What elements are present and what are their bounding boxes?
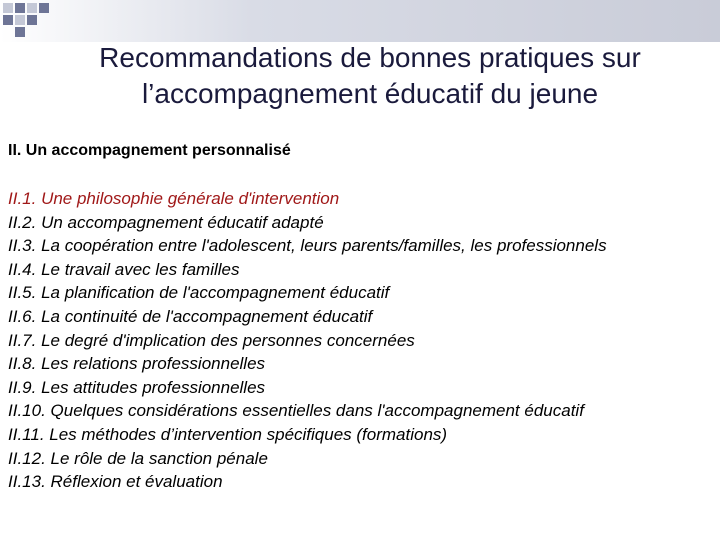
decorative-square xyxy=(15,15,25,25)
decorative-square xyxy=(3,3,13,13)
toc-item: II.11. Les méthodes d’intervention spécifiques (formations) xyxy=(8,424,448,444)
decorative-square xyxy=(39,3,49,13)
toc-item: II.5. La planification de l'accompagnement éducatif xyxy=(8,283,390,303)
toc-item: II.8. Les relations professionnelles xyxy=(8,354,266,374)
decorative-squares xyxy=(0,0,60,45)
table-of-contents xyxy=(8,187,607,494)
decorative-square xyxy=(27,3,37,13)
slide-title xyxy=(30,40,710,112)
section-heading: II. Un accompagnement personnalisé xyxy=(8,142,291,159)
decorative-square xyxy=(15,27,25,37)
toc-item: II.4. Le travail avec les familles xyxy=(8,259,240,279)
decorative-square xyxy=(3,15,13,25)
decorative-header-band xyxy=(0,0,720,42)
toc-item: II.2. Un accompagnement éducatif adapté xyxy=(8,212,324,232)
toc-item: II.9. Les attitudes professionnelles xyxy=(8,377,266,397)
slide-title-line: Recommandations de bonnes pratiques sur xyxy=(99,42,641,73)
toc-item: II.3. La coopération entre l'adolescent, leurs parents/familles, les professionnels xyxy=(8,236,607,256)
toc-item: II.13. Réflexion et évaluation xyxy=(8,472,223,492)
toc-item: II.10. Quelques considérations essentielles dans l'accompagnement éducatif xyxy=(8,401,584,421)
slide-title-line: l’accompagnement éducatif du jeune xyxy=(141,78,599,109)
toc-item: II.1. Une philosophie générale d'intervention xyxy=(8,189,340,208)
toc-item: II.6. La continuité de l'accompagnement éducatif xyxy=(8,306,373,326)
decorative-square xyxy=(15,3,25,13)
decorative-square xyxy=(27,15,37,25)
toc-item: II.7. Le degré d'implication des personnes concernées xyxy=(8,330,415,350)
toc-item: II.12. Le rôle de la sanction pénale xyxy=(8,448,268,468)
